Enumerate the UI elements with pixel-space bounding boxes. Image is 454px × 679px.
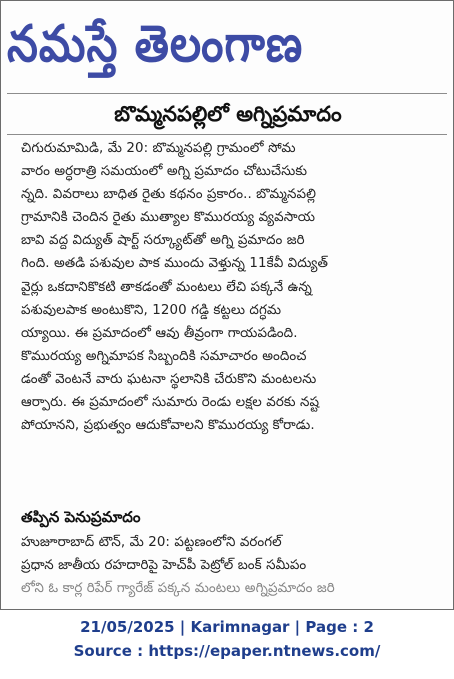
article-body <box>21 137 445 437</box>
masthead-logo: నమస్తే తెలంగాణ <box>7 14 304 74</box>
source-url: Source : https://epaper.ntnews.com/ <box>73 642 381 660</box>
article-line: కొమురయ్య అగ్నిమాపక సిబ్బందికి సమాచారం అందించ <box>21 348 307 364</box>
article-line: పోయానని, ప్రభుత్వం ఆదుకోవాలని కొమురయ్య కోరాడు. <box>21 418 315 434</box>
article-line: చిగురుమామిడి, మే 20: బొమ్మనపల్లి గ్రామంలో సోమ <box>21 141 296 156</box>
article-line: హుజూరాబాద్ టౌన్, మే 20: పట్టణంలోని వరంగల్ <box>21 535 282 550</box>
article-line: న్నది. వివరాలు బాధిత రైతు కథనం ప్రకారం.. బొమ్మనపల్లి <box>21 187 316 203</box>
article-line: లోని ఓ కార్ల రిపేర్ గ్యారేజ్ పక్కన మంటలు అగ్నిప్రమాదం జరి <box>21 581 335 597</box>
second-article-body <box>21 531 445 600</box>
edition-info: 21/05/2025 | Karimnagar | Page : 2 <box>80 618 374 636</box>
divider <box>7 93 447 94</box>
article-line: డంతో వెంటనే వారు ఘటనా స్థలానికి చేరుకొని మంటలను <box>21 371 317 387</box>
article-line: వైర్లు ఒకదానికొకటి తాకడంతో మంటలు లేచి పక్కనే ఉన్న <box>21 279 312 295</box>
article-line: గ్రామానికి చెందిన రైతు ముత్యాల కొమురయ్య వ్యవసాయ <box>21 210 316 226</box>
divider <box>7 134 447 135</box>
article-line: బావి వద్ద విద్యుత్ షార్ట్ సర్క్యూట్‌తో అగ్ని ప్రమాదం జరి <box>21 233 305 249</box>
article-line: ప్రధాన జాతీయ రహదారిపై హెచ్‌పీ పెట్రోల్ బంక్ సమీపం <box>21 558 307 574</box>
article-line: గింది. అతడి పశువుల పాక ముందు వెళ్తున్న 11కేవీ విద్యుత్ <box>21 256 328 272</box>
article-line: పశువులపాక అంటుకొని, 1200 గడ్డి కట్టలు దగ్ధమ <box>21 302 282 318</box>
article-headline: బొమ్మనపల్లిలో అగ్నిప్రమాదం <box>114 102 342 126</box>
article-line: ఆర్పారు. ఈ ప్రమాదంలో సుమారు రెండు లక్షల వరకు నష్ట <box>21 395 320 411</box>
article-line: య్యాయి. ఈ ప్రమాదంలో ఆవు తీవ్రంగా గాయపడింది. <box>21 325 298 341</box>
article-line: వారం అర్ధరాత్రి సమయంలో అగ్ని ప్రమాదం చోటుచేసుకు <box>21 164 308 180</box>
second-article-headline: తప్పిన పెనుప్రమాదం <box>21 508 141 526</box>
source-footer <box>0 615 454 663</box>
